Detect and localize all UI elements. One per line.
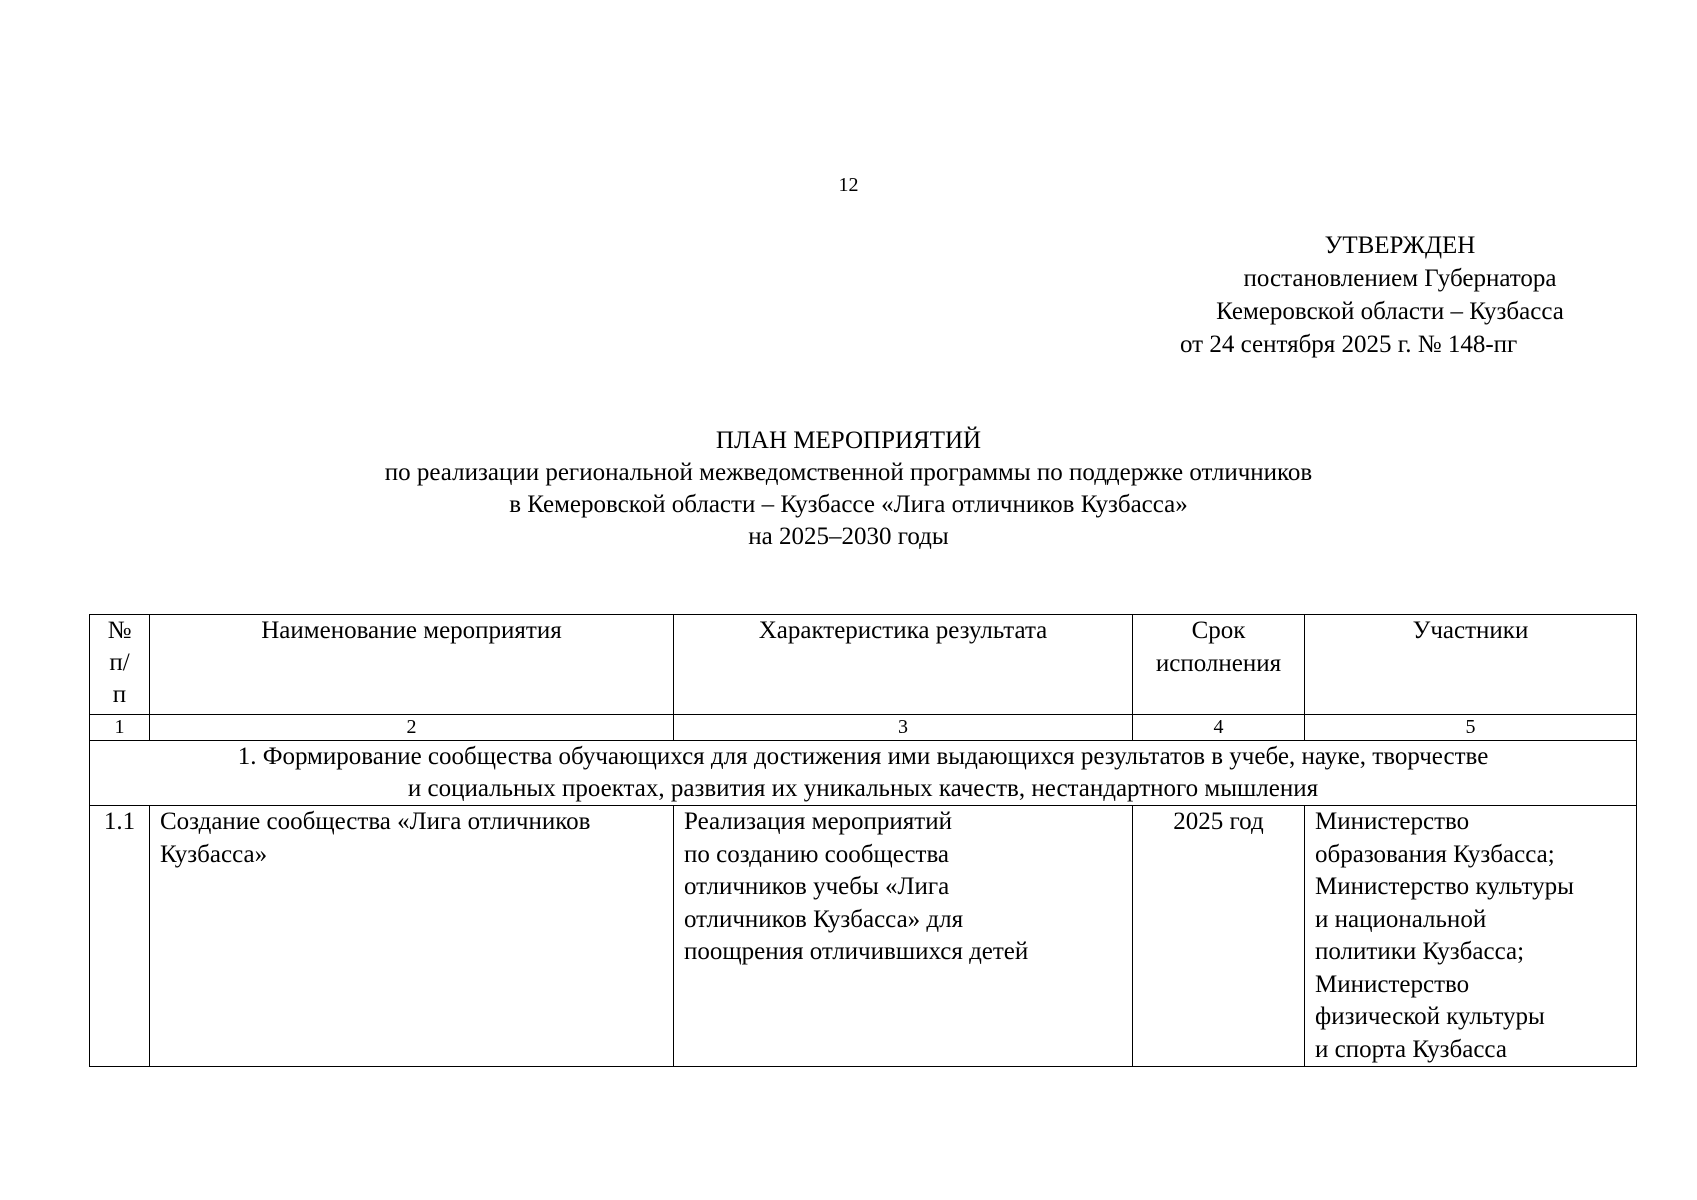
row-participants: Министерство образования Кузбасса; Министерство культуры и национальной политики Кузбасса; Министерство физической культуры и спорта Кузбасса — [1305, 806, 1637, 1067]
header-name: Наименование мероприятия — [150, 615, 674, 715]
approval-line: Кемеровской области – Кузбасса — [1216, 298, 1564, 325]
approval-line: постановлением Губернатора — [1243, 265, 1557, 292]
approval-line: от 24 сентября 2025 г. № 148-пг — [1180, 331, 1518, 358]
row-name: Создание сообщества «Лига отличников Кузбасса» — [150, 806, 674, 1067]
header-term: Срок исполнения — [1133, 615, 1305, 715]
table-header-row — [90, 615, 1637, 715]
column-index: 5 — [1305, 715, 1637, 741]
column-index: 1 — [90, 715, 150, 741]
page-number: 12 — [838, 174, 859, 196]
column-index: 4 — [1133, 715, 1305, 741]
table-row — [90, 806, 1637, 1067]
heading-line: на 2025–2030 годы — [748, 523, 949, 550]
header-participants: Участники — [1305, 615, 1637, 715]
heading-title: ПЛАН МЕРОПРИЯТИЙ — [715, 427, 982, 454]
row-characteristic: Реализация мероприятий по созданию сообщества отличников учебы «Лига отличников Кузбасса» для поощрения отличившихся детей — [674, 806, 1133, 1067]
column-index: 2 — [150, 715, 674, 741]
plan-table — [89, 614, 1637, 1067]
header-characteristic: Характеристика результата — [674, 615, 1133, 715]
column-index-row — [90, 715, 1637, 741]
heading-line: в Кемеровской области – Кузбассе «Лига отличников Кузбасса» — [509, 491, 1188, 518]
row-number: 1.1 — [90, 806, 150, 1067]
heading-line: по реализации региональной межведомственной программы по поддержке отличников — [384, 459, 1313, 486]
section-row — [90, 741, 1637, 806]
row-term: 2025 год — [1133, 806, 1305, 1067]
column-index: 3 — [674, 715, 1133, 741]
approval-stamp — [1180, 229, 1600, 361]
document-heading — [0, 425, 1697, 553]
approval-title: УТВЕРЖДЕН — [1324, 232, 1476, 259]
section-title: 1. Формирование сообщества обучающихся для достижения ими выдающихся результатов в учебе, науке, творчестве и социальных проектах, развития их уникальных качеств, нестандартного мышления — [90, 741, 1637, 806]
header-number: № п/ п — [90, 615, 150, 715]
